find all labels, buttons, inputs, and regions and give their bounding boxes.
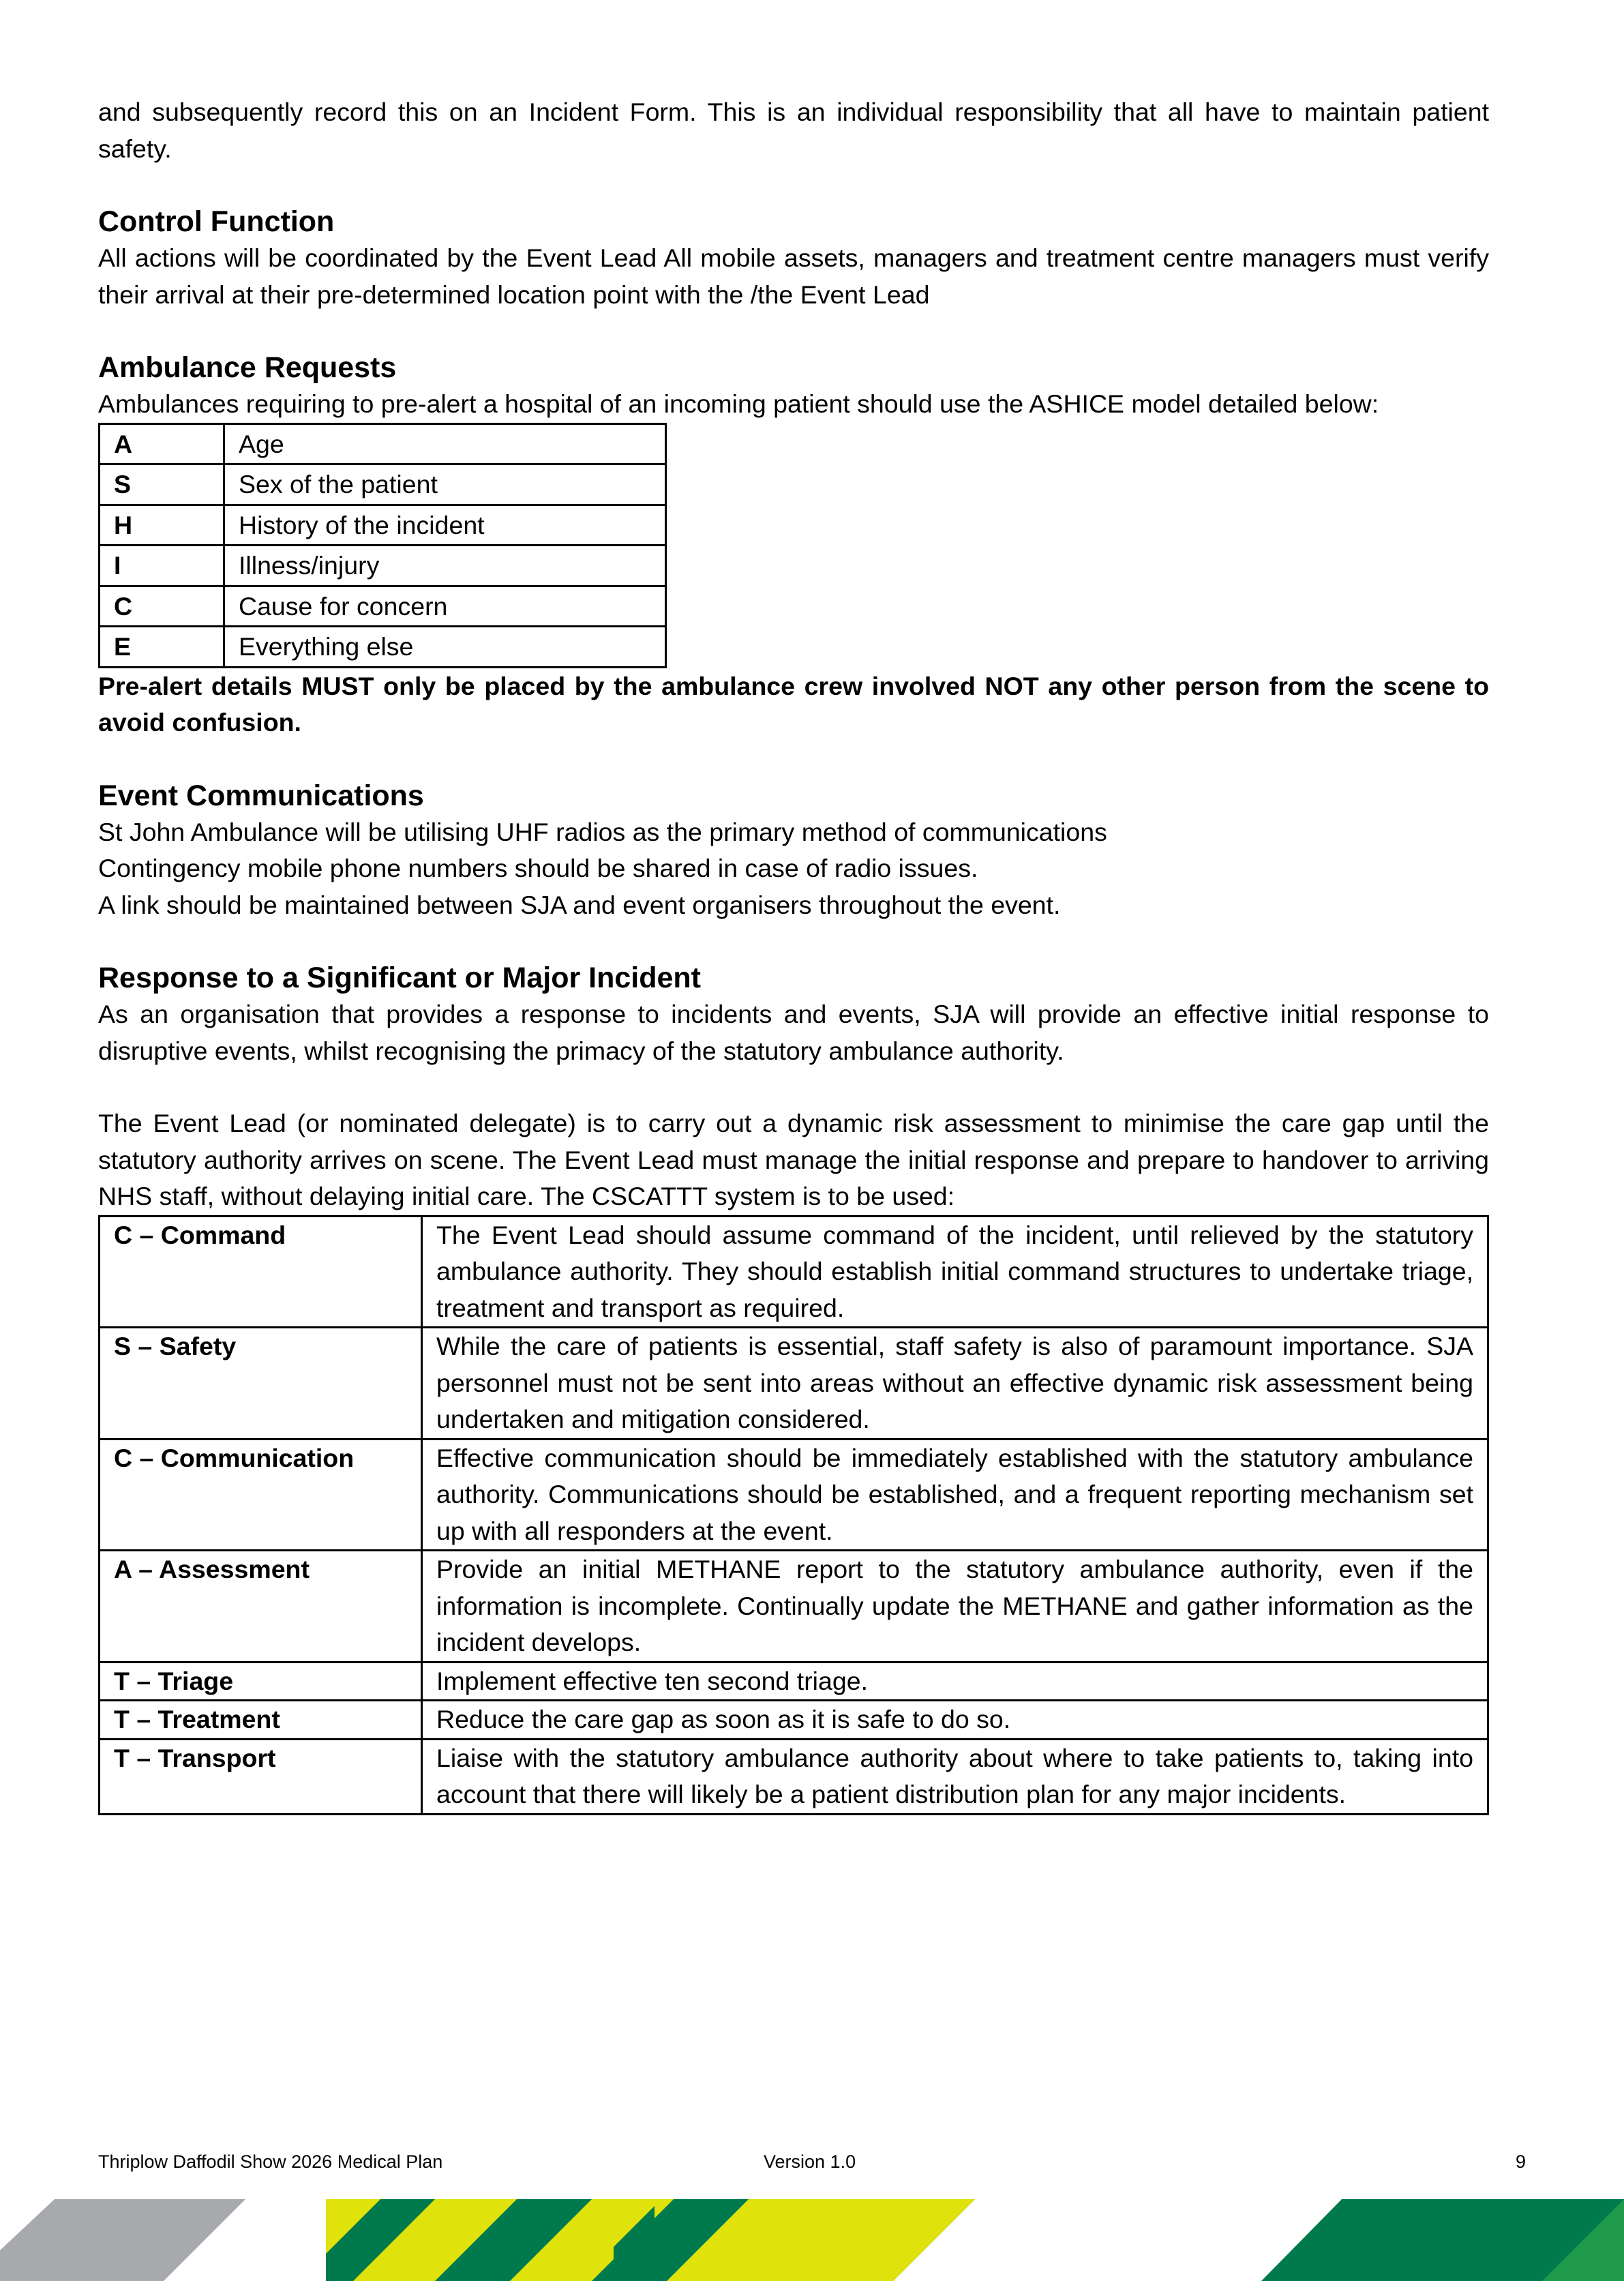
cscattt-value: Reduce the care gap as soon as it is safe to do so. [422,1701,1488,1740]
ashice-value: Cause for concern [224,586,666,627]
ambulance-requests-heading: Ambulance Requests [98,351,397,384]
cscattt-value: The Event Lead should assume command of the incident, until relieved by the statutory ambulance authority. They should establish initial command structures to undertake triage, treatment and transport as required. [422,1216,1488,1328]
ashice-key: S [100,464,224,505]
cscattt-key: T – Transport [100,1739,422,1814]
table-row [100,464,666,505]
footer-title: Thriplow Daffodil Show 2026 Medical Plan [98,2151,443,2172]
footer-version: Version 1.0 [764,2151,856,2172]
ashice-key: H [100,505,224,546]
cscattt-table [98,1215,1489,1815]
cscattt-key: S – Safety [100,1328,422,1440]
decorative-footer-band [0,2199,1624,2281]
table-row [100,1551,1488,1663]
table-row [100,627,666,668]
cscattt-value: Provide an initial METHANE report to the statutory ambulance authority, even if the information is incomplete. Continually update the METHANE and gather information as the incident develops. [422,1551,1488,1663]
table-row [100,1701,1488,1740]
table-row [100,586,666,627]
ashice-value: Sex of the patient [224,464,666,505]
cscattt-key: T – Treatment [100,1701,422,1740]
footer-page-number: 9 [1515,2151,1526,2172]
table-row [100,1328,1488,1440]
ashice-value: Age [224,423,666,464]
major-incident-paragraph-1: As an organisation that provides a response to incidents and events, SJA will provide an effective initial response to disruptive events, whilst recognising the primacy of the statutory ambulance authority. [98,1000,1489,1065]
table-row [100,505,666,546]
control-function-heading: Control Function [98,205,335,238]
cscattt-value: Liaise with the statutory ambulance authority about where to take patients to, taking into account that there will likely be a patient distribution plan for any major incidents. [422,1739,1488,1814]
table-row [100,1216,1488,1328]
ashice-key: E [100,627,224,668]
ambulance-requests-paragraph: Ambulances requiring to pre-alert a hospital of an incoming patient should use the ASHICE model detailed below: [98,389,1379,418]
cscattt-key: C – Communication [100,1439,422,1551]
ashice-value: Illness/injury [224,546,666,586]
pre-alert-note: Pre-alert details MUST only be placed by the ambulance crew involved NOT any other person from the scene to avoid confusion. [98,671,1489,736]
communications-line: Contingency mobile phone numbers should be shared in case of radio issues. [98,854,978,882]
ashice-table [98,423,667,668]
ashice-value: History of the incident [224,505,666,546]
cscattt-key: A – Assessment [100,1551,422,1663]
control-function-paragraph: All actions will be coordinated by the Event Lead All mobile assets, managers and treatment centre managers must verify their arrival at their pre-determined location point with the /the Event Lead [98,243,1489,309]
major-incident-paragraph-2: The Event Lead (or nominated delegate) is to carry out a dynamic risk assessment to minimise the care gap until the statutory authority arrives on scene. The Event Lead must manage the initial response and prepare to handover to arriving NHS staff, without delaying initial care. The CSCATTT system is to be used: [98,1109,1489,1210]
table-row [100,423,666,464]
cscattt-key: C – Command [100,1216,422,1328]
ashice-key: C [100,586,224,627]
communications-line: A link should be maintained between SJA and event organisers throughout the event. [98,890,1061,919]
event-communications-heading: Event Communications [98,779,424,812]
table-row [100,1662,1488,1701]
ashice-key: A [100,423,224,464]
ashice-value: Everything else [224,627,666,668]
cscattt-value: Implement effective ten second triage. [422,1662,1488,1701]
table-row [100,1439,1488,1551]
green-yellow-stripes [326,2199,975,2281]
grey-stripe [0,2199,245,2281]
ashice-key: I [100,546,224,586]
cscattt-key: T – Triage [100,1662,422,1701]
communications-line: St John Ambulance will be utilising UHF radios as the primary method of communications [98,817,1107,846]
major-incident-heading: Response to a Significant or Major Incident [98,961,701,994]
intro-paragraph: and subsequently record this on an Incident Form. This is an individual responsibility that all have to maintain patient safety. [98,98,1489,163]
cscattt-value: Effective communication should be immediately established with the statutory ambulance authority. Communications should be established, and a frequent reporting mechanism set up with all responders at the event. [422,1439,1488,1551]
table-row [100,546,666,586]
document-page [98,94,1489,1815]
table-row [100,1739,1488,1814]
cscattt-value: While the care of patients is essential, staff safety is also of paramount importance. SJA personnel must not be sent into areas without an effective dynamic risk assessment being undertaken and mitigation considered. [422,1328,1488,1440]
